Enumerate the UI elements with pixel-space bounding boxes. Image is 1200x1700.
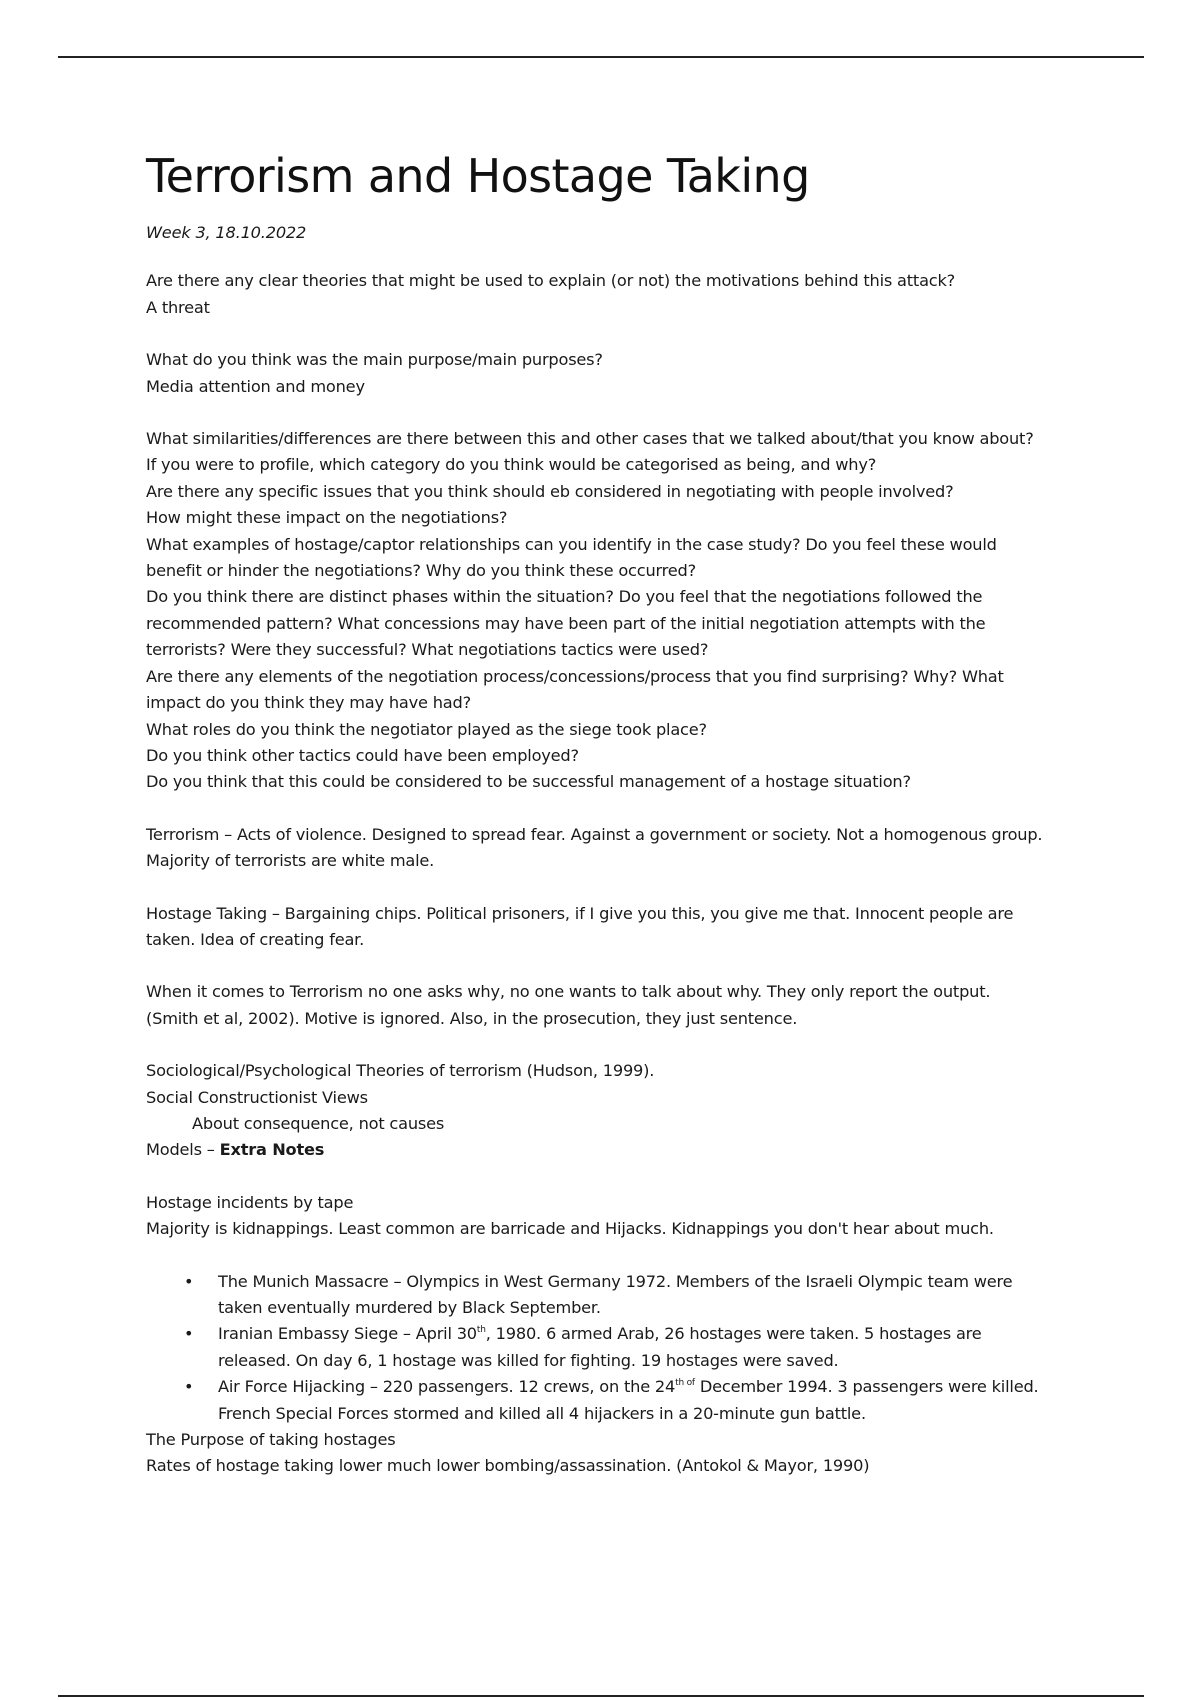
munich-text: The Munich Massacre – Olympics in West Germany 1972. Members of the Israeli Olympic team were taken eventually murdered by Black September. [218,1271,1013,1317]
question-text: Are there any clear theories that might be used to explain (or not) the motivations behind this attack? [146,271,956,291]
iran-text-start: Iranian Embassy Siege – April 30 [218,1324,477,1344]
air-text-end: December 1994. 3 passengers were killed. French Special Forces stormed and killed all 4 hijackers in a 20-minute gun battle. [218,1377,1039,1423]
bullet-icon: • [184,1324,194,1344]
document-page [146,146,1046,1480]
theories-section [146,1058,1046,1164]
models-prefix: Models – [146,1140,220,1160]
incident-bullet-list [146,1269,1046,1427]
bullet-icon: • [184,1377,194,1397]
air-superscript: th of [675,1378,695,1389]
question-block-theories [146,268,1046,321]
question-line: Are there any elements of the negotiation process/concessions/process that you find surprising? Why? What impact do you think they may have had? [146,666,1004,713]
date-line: Week 3, 18.10.2022 [146,223,307,242]
incidents-summary: Majority is kidnappings. Least common are barricade and Hijacks. Kidnappings you don't hear about much. [146,1219,994,1239]
bullet-icon: • [184,1271,194,1291]
models-extra-notes: Extra Notes [219,1140,325,1160]
purpose-section [146,1427,1046,1480]
question-line: What similarities/differences are there between this and other cases that we talked about/that you know about? [146,429,1034,449]
question-text: What do you think was the main purpose/main purposes? [146,350,603,370]
air-text-start: Air Force Hijacking – 220 passengers. 12 crews, on the 24 [218,1377,676,1397]
question-line: Are there any specific issues that you think should eb considered in negotiating with people involved? [146,481,954,501]
answer-text: Media attention and money [146,376,365,396]
question-line: Do you think that this could be considered to be successful management of a hostage situation? [146,772,911,792]
terrorism-definition: Terrorism – Acts of violence. Designed to spread fear. Against a government or society. Not a homogenous group. Majority of terrorists are white male. [146,824,1043,871]
hostage-taking-definition: Hostage Taking – Bargaining chips. Political prisoners, if I give you this, you give me that. Innocent people are taken. Idea of creating fear. [146,903,1014,949]
question-line: How might these impact on the negotiations? [146,508,508,528]
list-item-munich [146,1269,1046,1322]
models-line [146,1137,1046,1163]
social-constructionist-note: About consequence, not causes [192,1113,445,1133]
purpose-heading: The Purpose of taking hostages [146,1430,396,1450]
purpose-rates: Rates of hostage taking lower much lower bombing/assassination. (Antokol & Mayor, 1990) [146,1456,870,1476]
question-line: Do you think there are distinct phases within the situation? Do you feel that the negotiations followed the recommended pattern? What concessions may have been part of the initial negotiation attempts with the terrorists? Were they successful? What negotiations tactics were used? [146,587,986,660]
incidents-heading: Hostage incidents by tape [146,1192,354,1212]
answer-text: A threat [146,297,210,317]
list-item-iranian-embassy [146,1321,1046,1374]
question-list [146,426,1046,796]
theories-heading: Sociological/Psychological Theories of terrorism (Hudson, 1999). [146,1061,655,1081]
question-line: Do you think other tactics could have been employed? [146,745,579,765]
top-rule [58,56,1144,58]
motive-note: When it comes to Terrorism no one asks why, no one wants to talk about why. They only report the output. (Smith et al, 2002). Motive is ignored. Also, in the prosecution, they just sentence. [146,982,991,1028]
question-line: If you were to profile, which category do you think would be categorised as being, and why? [146,455,877,475]
question-block-purpose [146,347,1046,400]
iran-superscript: th [476,1325,486,1336]
document-title: Terrorism and Hostage Taking [146,149,810,203]
incidents-section [146,1190,1046,1243]
question-line: What roles do you think the negotiator played as the siege took place? [146,719,707,739]
list-item-air-force-hijacking [146,1374,1046,1427]
bottom-rule [58,1695,1144,1697]
social-constructionist-line: Social Constructionist Views [146,1087,368,1107]
iran-text-end: , 1980. 6 armed Arab, 26 hostages were taken. 5 hostages are released. On day 6, 1 hostage was killed for fighting. 19 hostages were saved. [218,1324,982,1370]
question-line: What examples of hostage/captor relationships can you identify in the case study? Do you feel these would benefit or hinder the negotiations? Why do you think these occurred? [146,534,997,581]
